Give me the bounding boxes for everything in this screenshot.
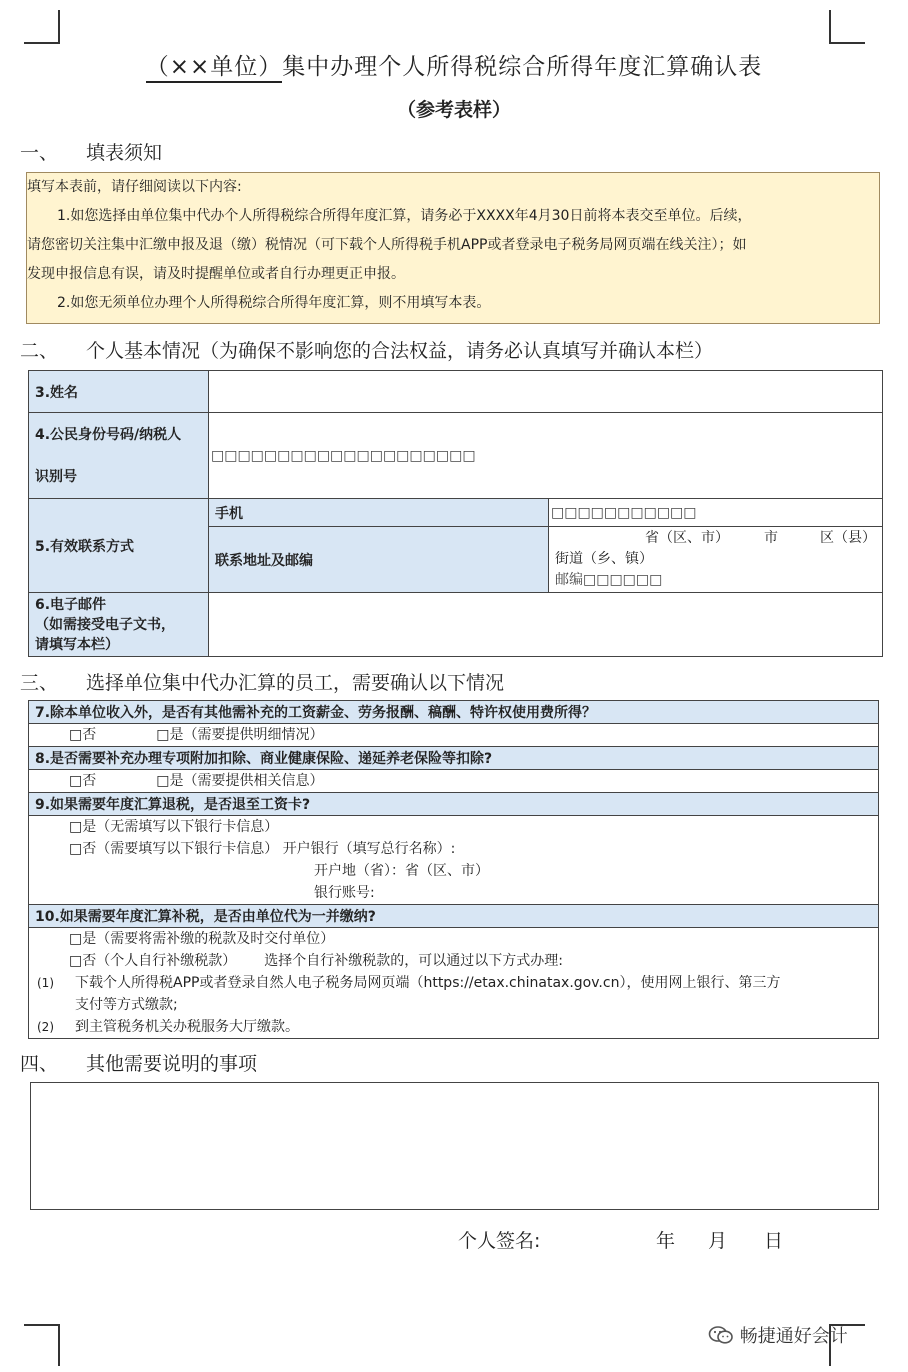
q8-options	[29, 770, 879, 793]
q9-options	[29, 816, 879, 905]
notice-item-2: 2.如您无须单位办理个人所得税综合所得年度汇算，则不用填写本表。	[57, 295, 491, 311]
date-year: 年	[656, 1230, 676, 1252]
email-label: 6.电子邮件 （如需接受电子文书， 请填写本栏）	[29, 593, 209, 657]
date-day: 日	[764, 1230, 784, 1252]
address-label: 联系地址及邮编	[209, 527, 549, 593]
page-title	[0, 48, 908, 81]
crop-mark-top-left	[24, 10, 60, 44]
section-3-heading: 三、 选择单位集中代办汇算的员工，需要确认以下情况	[20, 672, 505, 694]
mobile-label: 手机	[209, 499, 549, 527]
q9-account-label: 银行账号:	[314, 885, 375, 901]
q7-title: 7.除本单位收入外，是否有其他需补充的工资薪金、劳务报酬、稿酬、特许权使用费所得？	[29, 701, 879, 724]
section-4-heading: 四、 其他需要说明的事项	[20, 1053, 258, 1075]
crop-mark-bottom-left	[24, 1324, 60, 1366]
q10-way-2: 到主管税务机关办税服务大厅缴款。	[75, 1019, 299, 1035]
basic-info-table	[28, 370, 883, 657]
id-number-field[interactable]: □□□□□□□□□□□□□□□□□□□□	[209, 413, 883, 499]
crop-mark-top-right	[829, 10, 865, 44]
q7-options	[29, 724, 879, 747]
q10-title: 10.如果需要年度汇算补税，是否由单位代为一并缴纳?	[29, 905, 879, 928]
watermark	[708, 1322, 848, 1348]
notice-box	[26, 172, 880, 324]
notice-item-1-cont2: 发现申报信息有误，请及时提醒单位或者自行办理更正申报。	[27, 266, 405, 282]
q9-place-label: 开户地（省）：省（区、市）	[314, 863, 489, 879]
q10-choose-text: 选择个自行补缴税款的，可以通过以下方式办理:	[264, 953, 563, 969]
address-field[interactable]: 省（区、市） 市 区（县） 街道（乡、镇） 邮编□□□□□□	[549, 527, 883, 593]
email-field[interactable]	[209, 593, 883, 657]
q9-yes-checkbox[interactable]: □是（无需填写以下银行卡信息）	[69, 819, 279, 835]
unit-placeholder: （××单位）	[146, 54, 283, 83]
q8-yes-checkbox[interactable]: □是（需要提供相关信息）	[156, 773, 324, 789]
signature-label: 个人签名:	[458, 1230, 541, 1252]
q9-title: 9.如果需要年度汇算退税，是否退至工资卡?	[29, 793, 879, 816]
q10-no-checkbox[interactable]: □否（个人自行补缴税款）	[69, 953, 237, 969]
contact-label: 5.有效联系方式	[29, 499, 209, 593]
q10-yes-checkbox[interactable]: □是（需要将需补缴的税款及时交付单位）	[69, 931, 335, 947]
section-2-heading: 二、 个人基本情况（为确保不影响您的合法权益，请务必认真填写并确认本栏）	[20, 340, 714, 362]
q10-way-1-cont: 支付等方式缴款;	[75, 997, 178, 1013]
mobile-field[interactable]: □□□□□□□□□□□	[549, 499, 883, 527]
title-main: 集中办理个人所得税综合所得年度汇算确认表	[282, 54, 763, 80]
date-month: 月	[708, 1230, 728, 1252]
confirm-questions-table	[28, 700, 879, 1039]
q8-title: 8.是否需要补充办理专项附加扣除、商业健康保险、递延养老保险等扣除?	[29, 747, 879, 770]
q7-yes-checkbox[interactable]: □是（需要提供明细情况）	[156, 727, 324, 743]
id-label: 4.公民身份号码/纳税人 识别号	[29, 413, 209, 499]
notice-intro: 填写本表前，请仔细阅读以下内容:	[27, 179, 242, 195]
q9-bank-label: 开户银行（填写总行名称）:	[282, 841, 456, 857]
q10-way-1: 下载个人所得税APP或者登录自然人电子税务局网页端（https://etax.chinatax.gov.cn），使用网上银行、第三方	[75, 975, 781, 991]
q9-no-checkbox[interactable]: □否（需要填写以下银行卡信息）	[69, 841, 279, 857]
q7-no-checkbox[interactable]: □否	[69, 727, 97, 743]
page-subtitle: （参考表样）	[396, 99, 511, 121]
wechat-icon	[708, 1325, 734, 1345]
notice-item-1-cont: 请您密切关注集中汇缴申报及退（缴）税情况（可下载个人所得税手机APP或者登录电子税务局网页端在线关注）；如	[27, 237, 747, 253]
section-1-heading: 一、 填表须知	[20, 142, 163, 164]
watermark-text: 畅捷通好会计	[739, 1326, 848, 1347]
name-label: 3.姓名	[29, 371, 209, 413]
other-notes-box[interactable]	[30, 1082, 879, 1210]
q8-no-checkbox[interactable]: □否	[69, 773, 97, 789]
name-field[interactable]	[209, 371, 883, 413]
q10-options: □是（需要将需补缴的税款及时交付单位） □否（个人自行补缴税款） 选择个自行补缴税款的，可以通过以下方式办理: (1) 下载个人所得税APP或者登录自然人电子税务局网页端（https://etax.chinatax.gov.cn），使用网上银行、第三方 支付等方式缴款; (2) 到主管税务机关办税服务大厅缴款。	[29, 928, 879, 1039]
notice-item-1: 1.如您选择由单位集中代办个人所得税综合所得年度汇算，请务必于XXXX年4月30日前将本表交至单位。后续，	[57, 208, 752, 224]
